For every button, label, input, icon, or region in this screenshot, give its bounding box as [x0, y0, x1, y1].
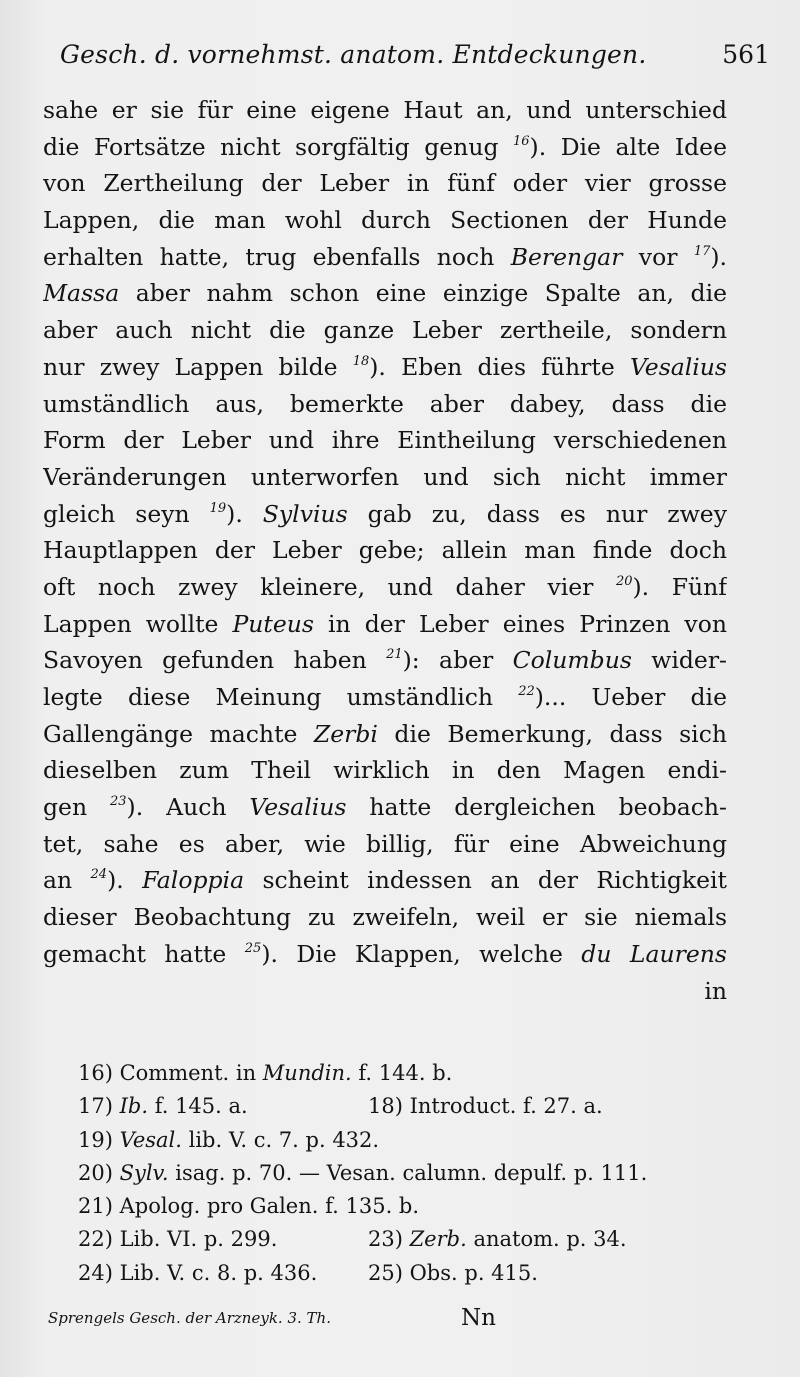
text-line: Gallengänge machte Zerbi die Bemerkung, dass sich — [43, 719, 727, 748]
sheet-mark: Nn — [461, 1305, 496, 1331]
footnote: 17) Ib. f. 145. a. — [78, 1094, 248, 1119]
body-text — [43, 92, 727, 1009]
italic-name: Massa — [43, 279, 120, 308]
text-line: Veränderungen unterworfen und sich nicht immer — [43, 462, 727, 491]
text-line: Form der Leber und ihre Eintheilung verschiedenen — [43, 426, 727, 455]
italic-name: du Laurens — [581, 939, 727, 968]
text-line: oft noch zwey kleinere, und daher vier $^{20}$). Fünf — [43, 572, 727, 601]
text-line: gleich seyn $^{19}$). Sylvius gab zu, dass es nur zwey — [43, 499, 727, 528]
footnote-row — [78, 1057, 758, 1090]
footnote: 24) Lib. V. c. 8. p. 436. — [78, 1260, 318, 1285]
text-line: umständlich aus, bemerkte aber dabey, dass die — [43, 389, 727, 418]
italic-name: Zerbi — [313, 719, 378, 748]
footnote: 20) Sylv. isag. p. 70. — Vesan. calumn. depulf. p. 111. — [78, 1160, 648, 1185]
italic-name: Berengar — [510, 242, 623, 271]
footnotes — [78, 1057, 758, 1290]
footnote: 23) Zerb. anatom. p. 34. — [368, 1227, 627, 1252]
footnote-ref: 23 — [110, 794, 127, 810]
text-line: gen $^{23}$). Auch Vesalius hatte dergleichen beobach- — [43, 793, 727, 822]
footnote: 25) Obs. p. 415. — [368, 1260, 538, 1285]
footnote: 21) Apolog. pro Galen. f. 135. b. — [78, 1194, 420, 1219]
text-line: von Zertheilung der Leber in fünf oder vier grosse — [43, 169, 727, 198]
text-line: erhalten hatte, trug ebenfalls noch Berengar vor $^{17}$). — [43, 242, 727, 271]
footnote-ref: 19 — [209, 500, 227, 516]
footnote-ref: 17 — [693, 243, 711, 259]
italic-name: Vesalius — [249, 793, 347, 822]
page-number: 561 — [722, 40, 770, 69]
footnote-ref: 20 — [615, 573, 633, 589]
italic-name: Sylv. — [119, 1160, 169, 1185]
text-line: legte diese Meinung umständlich $^{22}$)... Ueber die — [43, 683, 727, 711]
text-line: dieser Beobachtung zu zweifeln, weil er sie niemals — [43, 903, 727, 932]
footnote-row — [78, 1223, 758, 1256]
italic-name: Columbus — [512, 646, 632, 675]
signature-line — [48, 1305, 508, 1337]
footnote-row — [78, 1190, 758, 1223]
footnote-ref: 24 — [90, 867, 108, 883]
text-line: Lappen, die man wohl durch Sectionen der Hunde — [43, 206, 727, 235]
italic-name: Puteus — [232, 609, 314, 638]
italic-name: Faloppia — [142, 866, 245, 895]
text-line: Savoyen gefunden haben $^{21}$): aber Columbus wider- — [43, 646, 727, 675]
italic-name: Vesal. — [119, 1127, 182, 1152]
running-header — [60, 40, 770, 80]
running-title: Gesch. d. vornehmst. anatom. Entdeckungen. — [60, 40, 647, 69]
footnote-ref: 16 — [513, 133, 530, 149]
text-line: Massa aber nahm schon eine einzige Spalte an, die — [43, 279, 727, 308]
footnote-row — [78, 1157, 758, 1190]
footnote-ref: 22 — [518, 684, 535, 699]
italic-name: Zerb. — [409, 1227, 467, 1252]
footnote: 22) Lib. VI. p. 299. — [78, 1227, 278, 1252]
text-line: dieselben zum Theil wirklich in den Magen endi- — [43, 756, 727, 785]
footnote: 19) Vesal. lib. V. c. 7. p. 432. — [78, 1127, 380, 1152]
footnote: 16) Comment. in Mundin. f. 144. b. — [78, 1061, 453, 1085]
footnote-ref: 21 — [386, 647, 403, 663]
text-line: in — [704, 976, 727, 1005]
italic-name: Vesalius — [629, 352, 727, 381]
text-line: sahe er sie für eine eigene Haut an, und unterschied — [43, 96, 727, 124]
italic-name: Ib. — [119, 1094, 149, 1119]
footnote-row — [78, 1124, 758, 1157]
text-line: Hauptlappen der Leber gebe; allein man finde doch — [43, 536, 727, 565]
text-line: nur zwey Lappen bilde $^{18}$). Eben dies führte Vesalius — [43, 352, 727, 381]
italic-name: Mundin. — [262, 1061, 352, 1085]
text-line: aber auch nicht die ganze Leber zertheile, sondern — [43, 316, 727, 345]
text-line: gemacht hatte $^{25}$). Die Klappen, welche du Laurens — [43, 939, 727, 968]
text-line: die Fortsätze nicht sorgfältig genug $^{16}$). Die alte Idee — [43, 132, 727, 161]
footnote-ref: 18 — [352, 353, 370, 369]
text-line: Lappen wollte Puteus in der Leber eines Prinzen von — [43, 609, 727, 638]
italic-name: Sylvius — [262, 499, 348, 528]
footnote-row — [78, 1257, 758, 1290]
text-line: an $^{24}$). Faloppia scheint indessen an der Richtigkeit — [43, 866, 727, 895]
printer-signature: Sprengels Gesch. der Arzneyk. 3. Th. — [48, 1309, 331, 1327]
footnote-ref: 25 — [244, 940, 262, 956]
footnote-row — [78, 1090, 758, 1123]
footnote: 18) Introduct. f. 27. a. — [368, 1094, 603, 1119]
text-line: tet, sahe es aber, wie billig, für eine Abweichung — [43, 829, 727, 858]
